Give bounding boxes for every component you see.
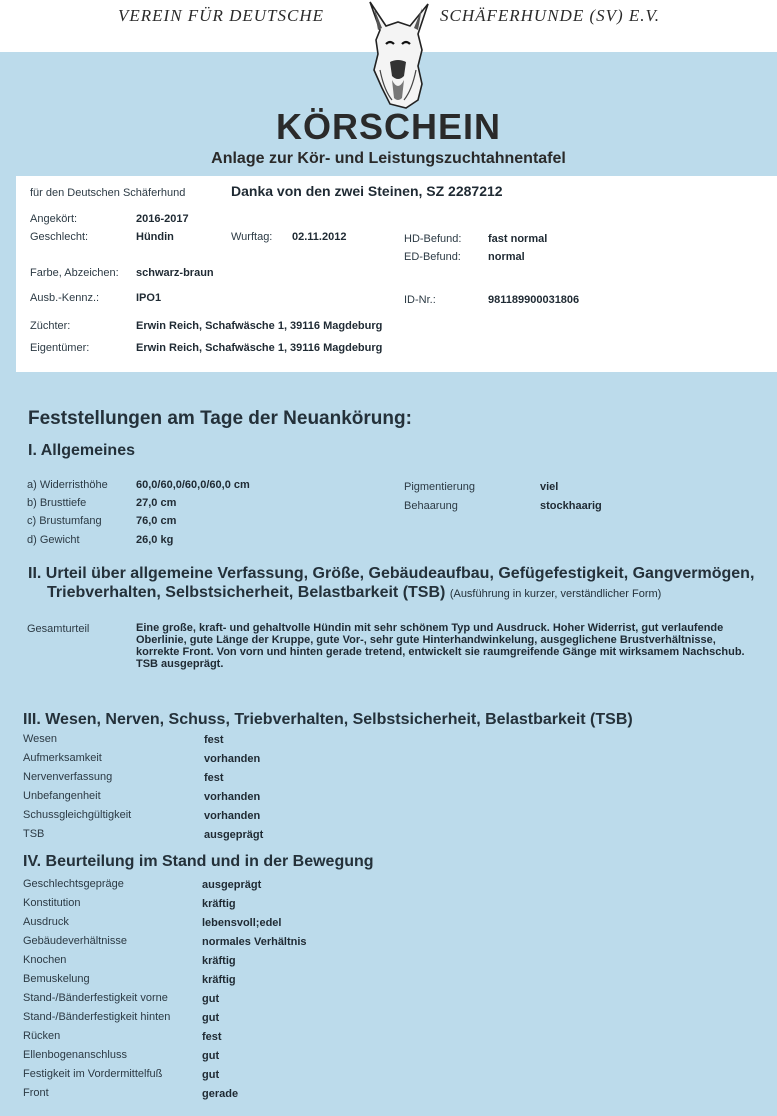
assessment-label: Stand-/Bänderfestigkeit hinten bbox=[23, 1011, 171, 1023]
zuechter-label: Züchter: bbox=[30, 320, 71, 332]
trait-value: fest bbox=[204, 772, 224, 784]
wurftag-value: 02.11.2012 bbox=[292, 231, 347, 243]
measure-value: 60,0/60,0/60,0/60,0 cm bbox=[136, 479, 250, 491]
section-2-heading-line2: Triebverhalten, Selbstsicherheit, Belastbarkeit (TSB) (Ausführung in kurzer, verständlicher Form) bbox=[47, 584, 662, 601]
id-value: 981189900031806 bbox=[488, 294, 580, 306]
document-subtitle: Anlage zur Kör- und Leistungszuchtahnentafel bbox=[211, 150, 566, 167]
wurftag-label: Wurftag: bbox=[231, 231, 273, 243]
trait-value: fest bbox=[204, 734, 224, 746]
trait-label: Unbefangenheit bbox=[23, 790, 101, 802]
eigentuemer-value: Erwin Reich, Schafwäsche 1, 39116 Magdeburg bbox=[136, 342, 383, 354]
measure-value: 26,0 kg bbox=[136, 534, 174, 546]
assessment-label: Bemuskelung bbox=[23, 973, 90, 985]
shepherd-dog-logo bbox=[356, 0, 438, 112]
angekoert-value: 2016-2017 bbox=[136, 213, 189, 225]
measure-label: b) Brusttiefe bbox=[27, 497, 87, 509]
ed-befund-value: normal bbox=[488, 251, 525, 263]
section-3-heading: III. Wesen, Nerven, Schuss, Triebverhalten, Selbstsicherheit, Belastbarkeit (TSB) bbox=[23, 711, 633, 728]
trait-label: Schussgleichgültigkeit bbox=[23, 809, 132, 821]
trait-value: vorhanden bbox=[204, 810, 261, 822]
gesamturteil-text: Eine große, kraft- und gehaltvolle Hündin mit sehr schönem Typ und Ausdruck. Hoher Widerrist, gut verlaufende Oberlinie, gute Länge der Kruppe, gute Vor-, sehr gute Hinterhandwinkelung, ausgeglichene Brustverhältnisse, korrekte Front. Von vorn und hinten gerade tretend, entwickelt sie raumgreifende Gänge mit wirksamem Nachschub. TSB ausgeprägt. bbox=[136, 622, 745, 670]
trait-label: Nervenverfassung bbox=[23, 771, 113, 783]
trait-label: TSB bbox=[23, 828, 45, 840]
gesamturteil-label: Gesamturteil bbox=[27, 623, 90, 635]
farbe-label: Farbe, Abzeichen: bbox=[30, 267, 119, 279]
pigment-value: viel bbox=[540, 481, 559, 493]
assessment-label: Rücken bbox=[23, 1030, 61, 1042]
measure-label: a) Widerristhöhe bbox=[27, 479, 108, 491]
findings-title: Feststellungen am Tage der Neuankörung: bbox=[28, 408, 412, 429]
assessment-value: ausgeprägt bbox=[202, 879, 262, 891]
measure-label: d) Gewicht bbox=[27, 534, 80, 546]
assessment-label: Geschlechtsgepräge bbox=[23, 878, 124, 890]
measure-label: c) Brustumfang bbox=[27, 515, 102, 527]
trait-value: ausgeprägt bbox=[204, 829, 264, 841]
assessment-value: gut bbox=[202, 1069, 220, 1081]
breed-label: für den Deutschen Schäferhund bbox=[30, 187, 186, 199]
association-name-right: SCHÄFERHUNDE (SV) E.V. bbox=[440, 6, 660, 25]
assessment-label: Ausdruck bbox=[23, 916, 69, 928]
trait-label: Aufmerksamkeit bbox=[23, 752, 102, 764]
coat-value: stockhaarig bbox=[540, 500, 602, 512]
section-2-heading-line1: II. Urteil über allgemeine Verfassung, Größe, Gebäudeaufbau, Gefügefestigkeit, Gangvermögen, bbox=[28, 565, 755, 582]
eigentuemer-label: Eigentümer: bbox=[30, 342, 90, 354]
pigment-label: Pigmentierung bbox=[404, 481, 475, 493]
section-1-heading: I. Allgemeines bbox=[28, 442, 135, 459]
section-2-heading-note: (Ausführung in kurzer, verständlicher Form) bbox=[449, 588, 662, 600]
hd-befund-value: fast normal bbox=[488, 233, 548, 245]
assessment-label: Festigkeit im Vordermittelfuß bbox=[23, 1068, 163, 1080]
measure-value: 27,0 cm bbox=[136, 497, 177, 509]
assessment-label: Konstitution bbox=[23, 897, 81, 909]
assessment-label: Stand-/Bänderfestigkeit vorne bbox=[23, 992, 168, 1004]
zuechter-value: Erwin Reich, Schafwäsche 1, 39116 Magdeburg bbox=[136, 320, 383, 332]
assessment-value: gerade bbox=[202, 1088, 239, 1100]
section-4-heading: IV. Beurteilung im Stand und in der Bewegung bbox=[23, 853, 374, 870]
trait-value: vorhanden bbox=[204, 753, 261, 765]
dog-name: Danka von den zwei Steinen, SZ 2287212 bbox=[231, 183, 503, 199]
geschlecht-value: Hündin bbox=[136, 231, 174, 243]
angekoert-label: Angekört: bbox=[30, 213, 78, 225]
ausb-label: Ausb.-Kennz.: bbox=[30, 292, 100, 304]
assessment-value: lebensvoll;edel bbox=[202, 917, 282, 929]
hd-befund-label: HD-Befund: bbox=[404, 233, 462, 245]
ausb-value: IPO1 bbox=[136, 292, 162, 304]
measure-value: 76,0 cm bbox=[136, 515, 177, 527]
assessment-value: kräftig bbox=[202, 955, 236, 967]
assessment-value: gut bbox=[202, 993, 220, 1005]
document-title: KÖRSCHEIN bbox=[275, 106, 502, 147]
association-name-left: VEREIN FÜR DEUTSCHE bbox=[118, 6, 324, 25]
geschlecht-label: Geschlecht: bbox=[30, 231, 89, 243]
assessment-label: Ellenbogenanschluss bbox=[23, 1049, 127, 1061]
farbe-value: schwarz-braun bbox=[136, 267, 214, 279]
assessment-label: Front bbox=[23, 1087, 49, 1099]
dog-info-box bbox=[16, 176, 777, 372]
assessment-value: normales Verhältnis bbox=[202, 936, 307, 948]
assessment-value: gut bbox=[202, 1050, 220, 1062]
assessment-value: fest bbox=[202, 1031, 222, 1043]
coat-label: Behaarung bbox=[404, 500, 458, 512]
trait-value: vorhanden bbox=[204, 791, 261, 803]
ed-befund-label: ED-Befund: bbox=[404, 251, 461, 263]
assessment-label: Knochen bbox=[23, 954, 67, 966]
trait-label: Wesen bbox=[23, 733, 58, 745]
assessment-value: gut bbox=[202, 1012, 220, 1024]
assessment-value: kräftig bbox=[202, 898, 236, 910]
assessment-label: Gebäudeverhältnisse bbox=[23, 935, 127, 947]
id-label: ID-Nr.: bbox=[404, 294, 436, 306]
assessment-value: kräftig bbox=[202, 974, 236, 986]
